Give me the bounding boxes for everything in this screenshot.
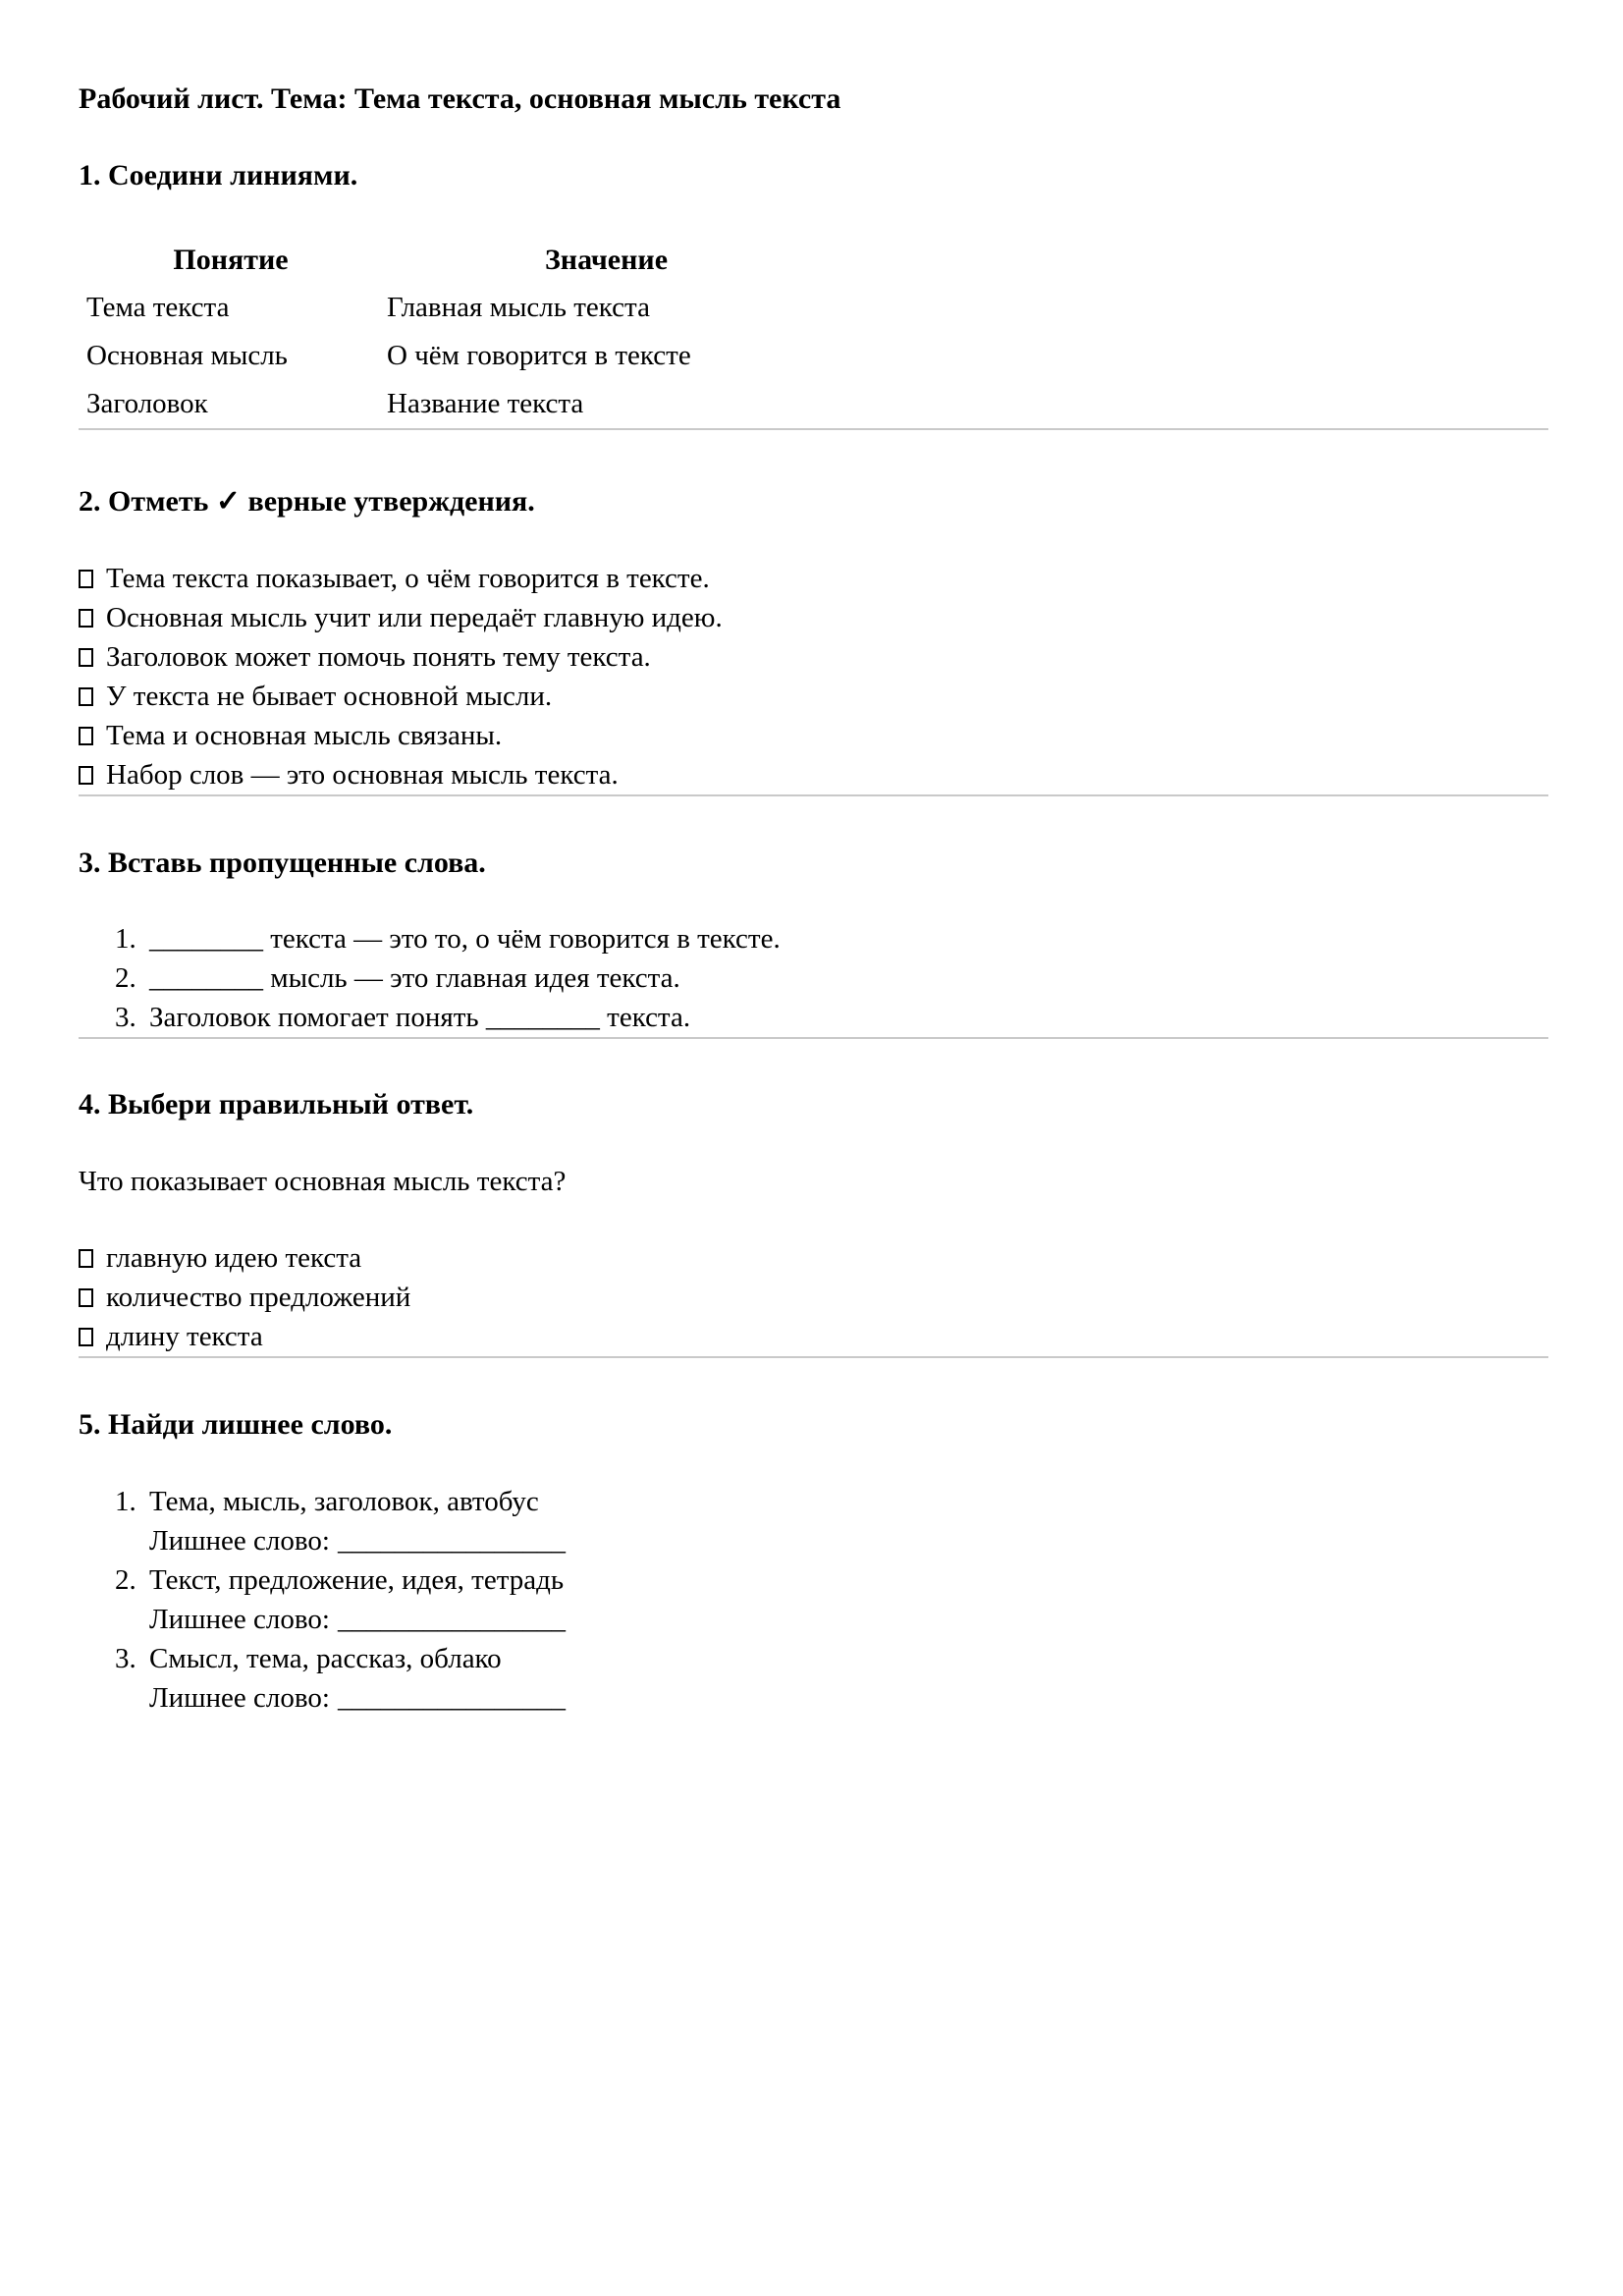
option-item (79, 1238, 1548, 1278)
statement-text: Тема и основная мысль связаны. (106, 720, 503, 751)
word-set: Смысл, тема, рассказ, облако (149, 1643, 502, 1674)
item-number: 2. (115, 962, 136, 994)
checkbox-icon[interactable] (79, 766, 93, 785)
section-divider (79, 1356, 1548, 1358)
table-header-row (79, 236, 830, 284)
statement-text: Основная мысль учит или передаёт главную идею. (106, 602, 723, 633)
statement-item (79, 559, 1548, 598)
meaning-cell: Главная мысль текста (387, 292, 650, 323)
answer-label: Лишнее слово: (149, 1682, 330, 1714)
option-text: главную идею текста (106, 1242, 362, 1274)
checkbox-icon[interactable] (79, 1328, 93, 1346)
item-text: Заголовок помогает понять ________ текста. (149, 1002, 691, 1033)
checkbox-icon[interactable] (79, 1249, 93, 1268)
statement-text: У текста не бывает основной мысли. (106, 681, 553, 712)
statement-text: Заголовок может помочь понять тему текста. (106, 641, 651, 673)
column-header-meaning: Значение (544, 244, 669, 276)
answer-blank: ________________ (337, 1604, 566, 1635)
word-set: Тема, мысль, заголовок, автобус (149, 1486, 539, 1517)
meaning-cell: О чём говорится в тексте (387, 340, 691, 371)
option-item (79, 1278, 1548, 1317)
item-number: 3. (115, 1643, 136, 1674)
statement-item (79, 755, 1548, 794)
section-divider (79, 794, 1548, 796)
list-item (79, 1639, 1548, 1678)
concept-cell: Тема текста (86, 292, 230, 323)
concept-cell: Основная мысль (86, 340, 288, 371)
list-item (79, 1482, 1548, 1521)
list-item (79, 998, 1548, 1037)
checkbox-icon[interactable] (79, 648, 93, 667)
table-row (79, 332, 830, 380)
word-set: Текст, предложение, идея, тетрадь (149, 1564, 565, 1596)
section-1-heading: 1. Соедини линиями. (79, 159, 358, 191)
statement-text: Набор слов — это основная мысль текста. (106, 759, 619, 791)
answer-blank: ________________ (337, 1525, 566, 1557)
option-item (79, 1317, 1548, 1356)
section-5-heading: 5. Найди лишнее слово. (79, 1408, 393, 1441)
item-number: 1. (115, 1486, 136, 1517)
section-4-heading: 4. Выбери правильный ответ. (79, 1088, 474, 1121)
answer-row (79, 1521, 1548, 1560)
fill-blanks-list (79, 919, 1548, 1037)
odd-word-list (79, 1482, 1548, 1718)
meaning-cell: Название текста (387, 388, 584, 419)
answer-row (79, 1678, 1548, 1718)
table-row (79, 284, 830, 332)
answer-label: Лишнее слово: (149, 1525, 330, 1557)
answer-row (79, 1600, 1548, 1639)
checkbox-icon[interactable] (79, 609, 93, 628)
checkbox-icon[interactable] (79, 727, 93, 745)
section-divider (79, 1037, 1548, 1039)
list-item (79, 1560, 1548, 1600)
item-number: 3. (115, 1002, 136, 1033)
checkbox-icon[interactable] (79, 687, 93, 706)
list-item (79, 919, 1548, 958)
list-item (79, 958, 1548, 998)
column-header-concept: Понятие (173, 244, 289, 276)
item-number: 2. (115, 1564, 136, 1596)
statement-text: Тема текста показывает, о чём говорится в тексте. (106, 563, 710, 594)
statement-item (79, 637, 1548, 677)
section-2-heading: 2. Отметь ✓ верные утверждения. (79, 485, 535, 518)
concept-cell: Заголовок (86, 388, 208, 419)
section-divider (79, 428, 1548, 430)
answer-label: Лишнее слово: (149, 1604, 330, 1635)
option-text: длину текста (106, 1321, 263, 1352)
options-list (79, 1238, 1548, 1356)
option-text: количество предложений (106, 1282, 411, 1313)
section-3-heading: 3. Вставь пропущенные слова. (79, 847, 486, 879)
item-number: 1. (115, 923, 136, 955)
table-row (79, 380, 830, 428)
statement-item (79, 716, 1548, 755)
statement-item (79, 677, 1548, 716)
item-text: ________ мысль — это главная идея текста. (149, 962, 680, 994)
question-text: Что показывает основная мысль текста? (79, 1166, 567, 1197)
matching-table (79, 236, 830, 428)
page-title: Рабочий лист. Тема: Тема текста, основная мысль текста (79, 82, 841, 115)
checkbox-icon[interactable] (79, 1288, 93, 1307)
item-text: ________ текста — это то, о чём говорится в тексте. (149, 923, 781, 955)
checkbox-icon[interactable] (79, 570, 93, 588)
statement-item (79, 598, 1548, 637)
answer-blank: ________________ (337, 1682, 566, 1714)
statements-list (79, 559, 1548, 794)
